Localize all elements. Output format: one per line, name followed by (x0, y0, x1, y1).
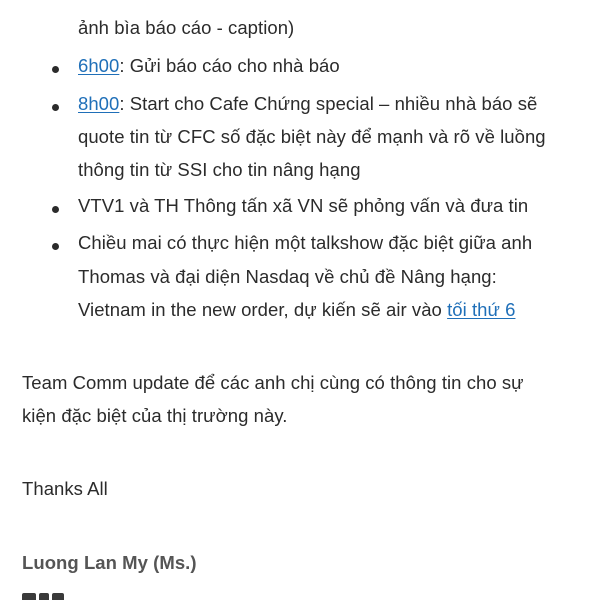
bullet-text: : Start cho Cafe Chứng special – nhiều nhà báo sẽ (119, 93, 538, 114)
bullet-item-8h00-line3: thông tin từ SSI cho tin nâng hạng (78, 159, 361, 180)
update-paragraph-line1: Team Comm update để các anh chị cùng có thông tin cho sự (22, 372, 524, 393)
bullet-item-talkshow-line1: Chiều mai có thực hiện một talkshow đặc biệt giữa anh (78, 232, 533, 253)
cropped-text-fragment (52, 593, 64, 600)
date-link-toi-thu-6[interactable]: tối thứ 6 (447, 299, 516, 320)
update-paragraph-line2: kiện đặc biệt của thị trường này. (22, 405, 288, 426)
bullet-item-8h00-line2: quote tin từ CFC số đặc biệt này để mạnh và rõ về luồng (78, 126, 546, 147)
closing-text: Thanks All (22, 478, 108, 499)
cropped-text-fragment (39, 593, 49, 600)
time-link-6h00[interactable]: 6h00 (78, 55, 120, 76)
cropped-bottom-text (22, 593, 82, 600)
bullet-item-vtv1: VTV1 và TH Thông tấn xã VN sẽ phỏng vấn và đưa tin (78, 195, 529, 216)
bullet-dot (52, 104, 59, 111)
bullet-text: : Gửi báo cáo cho nhà báo (119, 55, 340, 76)
bullet-item-6h00 (78, 55, 340, 77)
bullet-dot (52, 206, 59, 213)
bullet-dot (52, 66, 59, 73)
signature-name: Luong Lan My (Ms.) (22, 552, 197, 573)
cropped-text-fragment (22, 593, 36, 600)
time-link-8h00[interactable]: 8h00 (78, 93, 120, 114)
bullet-item-talkshow-line3 (78, 299, 515, 321)
bullet-dot (52, 243, 59, 250)
bullet-item-8h00-line1 (78, 93, 537, 115)
partial-bullet-continuation: ảnh bìa báo cáo - caption) (78, 17, 295, 38)
bullet-text: Vietnam in the new order, dự kiến sẽ air vào (78, 299, 448, 320)
bullet-item-talkshow-line2: Thomas và đại diện Nasdaq về chủ đề Nâng hạng: (78, 266, 497, 287)
